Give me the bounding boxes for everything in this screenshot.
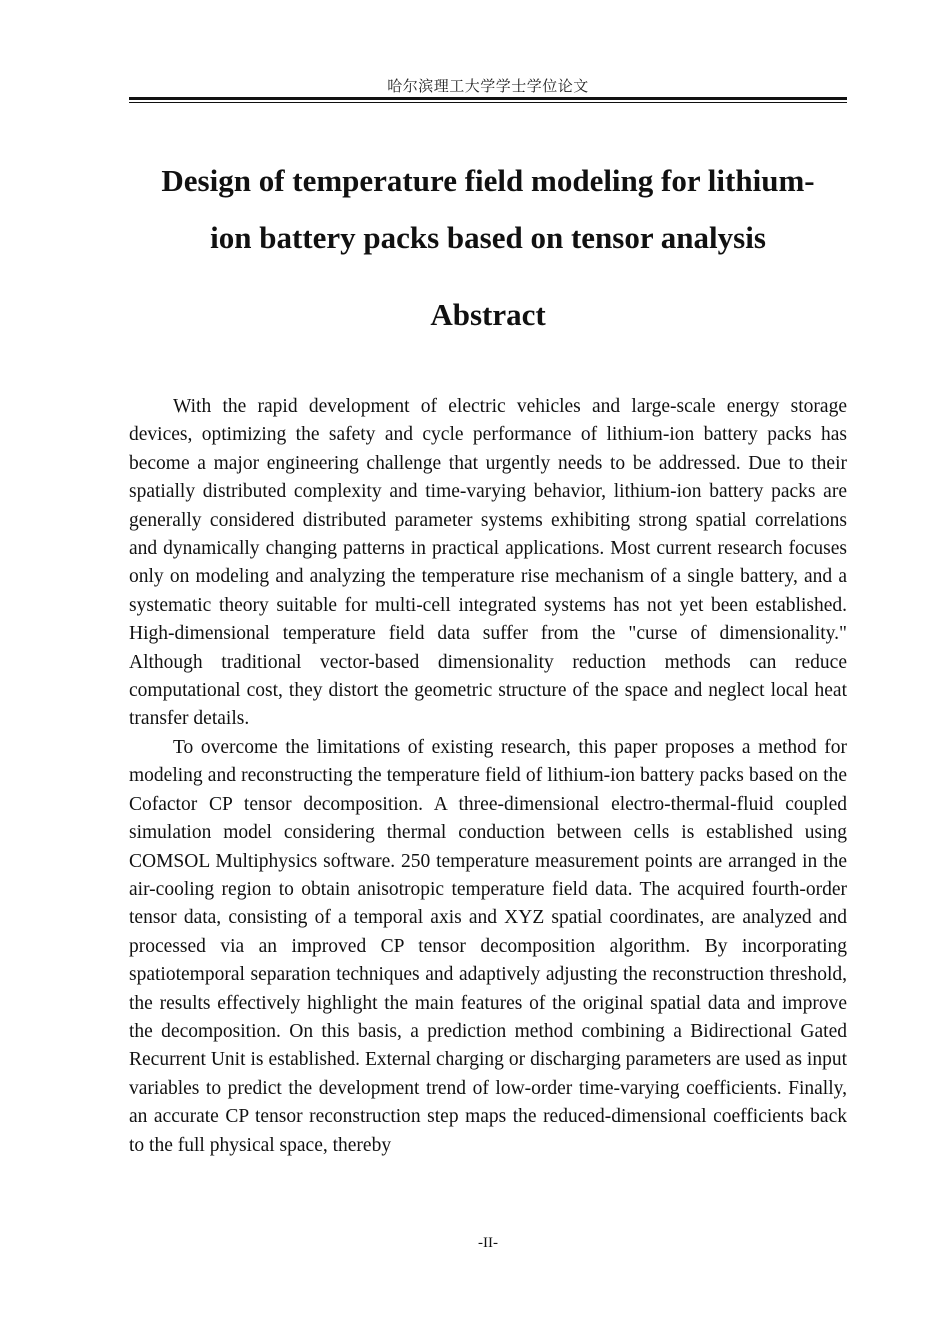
paper-title [129,152,847,266]
abstract-body [129,393,847,1160]
paper-title-line-1: Design of temperature field modeling for lithium- [161,163,815,198]
header-rule [129,97,847,103]
abstract-paragraph-1: With the rapid development of electric vehicles and large-scale energy storage devices, optimizing the safety and cycle performance of lithium-ion battery packs has become a major engineering challenge that urgently needs to be addressed. Due to their spatially distributed complexity and time-varying behavior, lithium-ion battery packs are generally considered distributed parameter systems exhibiting strong spatial correlations and dynamically changing patterns in practical applications. Most current research focuses only on modeling and analyzing the temperature rise mechanism of a single battery, and a systematic theory suitable for multi-cell integrated systems has not yet been established. High-dimensional temperature field data suffer from the "curse of dimensionality." Although traditional vector-based dimensionality reduction methods can reduce computational cost, they distort the geometric structure of the space and neglect local heat transfer details. [129,396,847,730]
paper-title-line-2: ion battery packs based on tensor analysis [210,220,766,255]
abstract-paragraph-2: To overcome the limitations of existing research, this paper proposes a method for modeling and reconstructing the temperature field of lithium-ion battery packs based on the Cofactor CP tensor decomposition. A three-dimensional electro-thermal-fluid coupled simulation model considering thermal conduction between cells is established using COMSOL Multiphysics software. 250 temperature measurement points are arranged in the air-cooling region to obtain anisotropic temperature field data. The acquired fourth-order tensor data, consisting of a temporal axis and XYZ spatial coordinates, are analyzed and processed via an improved CP tensor decomposition algorithm. By incorporating spatiotemporal separation techniques and adaptively adjusting the reconstruction threshold, the results effectively highlight the main features of the original spatial data and improve the decomposition. On this basis, a prediction method combining a Bidirectional Gated Recurrent Unit is established. External charging or discharging parameters are used as input variables to predict the development trend of low-order time-varying coefficients. Finally, an accurate CP tensor reconstruction step maps the reduced-dimensional coefficients back to the full physical space, thereby [129,736,847,1156]
abstract-heading: Abstract [430,297,546,332]
running-header: 哈尔滨理工大学学士学位论文 [387,79,589,95]
page-number: -II- [478,1235,498,1251]
